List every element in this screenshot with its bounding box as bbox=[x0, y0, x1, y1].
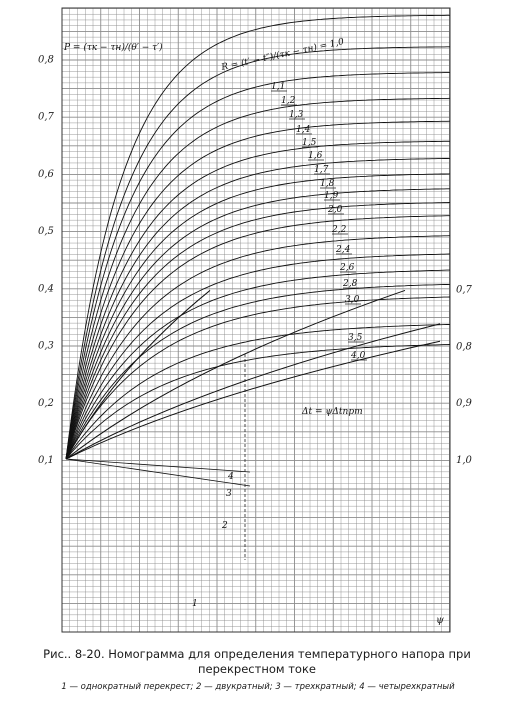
r-label: 1,1 bbox=[271, 82, 286, 92]
construction-ray bbox=[66, 459, 250, 486]
psi-line-label: 2 bbox=[222, 521, 228, 531]
figure-caption: Рис.. 8-20. Номограмма для определения температурного напора при перекрестном токе bbox=[43, 647, 471, 676]
r-formula: R = (t′ − t″)/(τк − τн) = 1,0 bbox=[220, 37, 346, 73]
psi-line bbox=[66, 324, 440, 459]
r-label: 1,5 bbox=[302, 138, 317, 148]
p-formula: P = (τк − τн)/(θ′ − τ′) bbox=[64, 43, 163, 53]
r-label: 2,0 bbox=[328, 205, 343, 215]
annotation-formula: Δt = ψΔtпрт bbox=[302, 407, 363, 417]
r-label: 2,6 bbox=[340, 263, 355, 273]
left-axis-tick: 0,1 bbox=[38, 455, 54, 466]
left-axis-tick: 0,3 bbox=[38, 340, 54, 352]
axes bbox=[38, 42, 473, 626]
grid bbox=[62, 8, 450, 632]
r-label: 2,8 bbox=[343, 279, 358, 289]
figure-legend: 1 — однократный перекрест; 2 — двукратный; 3 — трехкратный; 4 — четырехкратный bbox=[61, 682, 455, 692]
right-axis-tick: 0,8 bbox=[456, 341, 472, 353]
right-axis-tick: 0,9 bbox=[456, 398, 472, 410]
r-label: 1,3 bbox=[289, 110, 304, 120]
left-axis-tick: 0,7 bbox=[38, 111, 54, 123]
r-label: 2,4 bbox=[336, 245, 351, 255]
r-label: 1,2 bbox=[281, 96, 296, 106]
r-label: 2,2 bbox=[332, 225, 347, 235]
psi-line-label: 1 bbox=[192, 599, 198, 609]
r-curve bbox=[66, 98, 450, 459]
right-axis-tick: 0,7 bbox=[456, 284, 472, 296]
left-axis-tick: 0,6 bbox=[38, 168, 54, 180]
r-label: 1,9 bbox=[324, 191, 339, 201]
left-axis-tick: 0,5 bbox=[38, 226, 54, 237]
left-axis-tick: 0,2 bbox=[38, 397, 54, 409]
r-label: 3,5 bbox=[348, 333, 363, 343]
r-label: 4,0 bbox=[351, 351, 366, 361]
psi-lines bbox=[66, 290, 440, 609]
left-axis-tick: 0,4 bbox=[38, 283, 54, 295]
r-label: 1,4 bbox=[296, 125, 311, 135]
r-curve bbox=[66, 158, 450, 459]
r-label: 3,0 bbox=[345, 295, 360, 305]
r-label: 1,8 bbox=[320, 179, 335, 189]
r-curve bbox=[66, 345, 450, 460]
r-label: 1,6 bbox=[308, 151, 323, 161]
psi-line-label: 3 bbox=[226, 489, 232, 499]
left-axis-tick: 0,8 bbox=[38, 54, 54, 66]
r-curve bbox=[66, 297, 450, 459]
construction-ray bbox=[66, 459, 250, 472]
r-curve bbox=[66, 254, 450, 459]
r-curve bbox=[66, 270, 450, 459]
psi-line-label: 4 bbox=[228, 472, 234, 482]
psi-axis-symbol: ψ bbox=[436, 615, 444, 626]
r-label: 1,7 bbox=[314, 165, 329, 175]
curve-labels bbox=[219, 36, 367, 560]
right-axis-tick: 1,0 bbox=[456, 455, 472, 466]
